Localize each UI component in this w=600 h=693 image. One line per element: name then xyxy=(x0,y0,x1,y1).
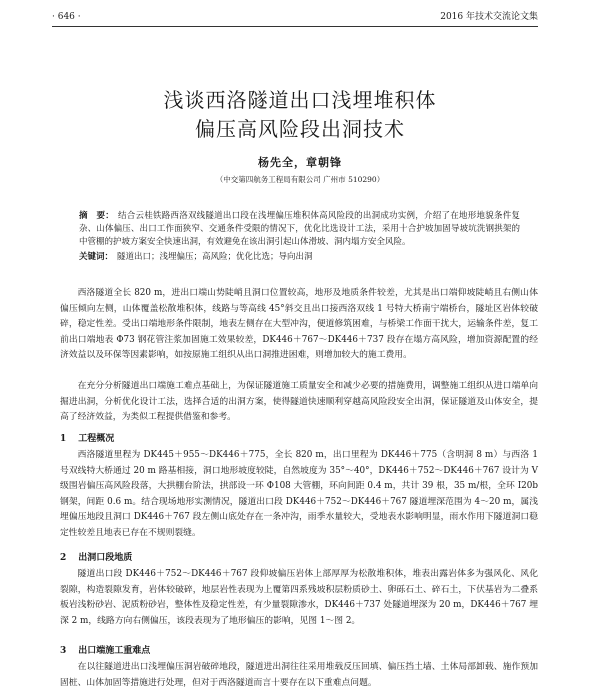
section-number: 1 xyxy=(60,434,67,444)
section-heading-2 xyxy=(60,551,538,565)
section-heading-1 xyxy=(60,432,538,446)
intro-paragraph-1: 西洛隧道全长 820 m，进出口端山势陡峭且洞口位置较高，地形及地质条件较差，尤其是出口端仰坡陡峭且右侧山体偏压倾向左侧，山体覆盖松散堆积体，线路与等高线 45°斜交且出口接西洛双线 1 号特大桥南宁端桥台，隧址区岩体较破碎，稳定性差。受出口端地形条件限制，地表左侧存在大型冲沟，便道修筑困难，与桥梁工作面干扰大，运输条件差，复工前出口端地表 Φ73 钢花管注浆加固施工效果较差，DK446＋767～DK446＋737 段存在塌方高风险，增加资源配置的经济效益以及环保等因素影响，如按原施工组织从出口洞推进困难，则增加较大的施工费用。 xyxy=(60,288,538,360)
section-1-paragraph: 西洛隧道里程为 DK445＋955～DK446＋775，全长 820 m，出口里程为 DK446＋775（含明洞 8 m）与西洛 1 号双线特大桥通过 20 m 路基相接，洞口地形坡度较陡，自然坡度为 35°～40°，DK446＋752～DK446＋767 设计为 V 级围岩偏压高风险段落，大拱棚台阶法，拱部设一环 Φ108 大管棚，环向间距 0.4 m，共计 39 根，35 m/根，全环 I20b 钢架，间距 0.6 m。结合现场地形实测情况，隧道出口段 DK446＋752～DK446＋767 隧道埋深范围为 4～20 m，属浅埋偏压地段且洞口 DK446＋767 段左侧山底处存在一条冲沟，雨季水量较大，受地表水影响明显，雨水作用下隧道洞口稳定性较差且地表已存在不规则裂缝。 xyxy=(60,450,538,538)
section-title: 出洞口段地质 xyxy=(78,553,133,563)
section-title: 工程概况 xyxy=(78,434,115,444)
keywords xyxy=(79,251,520,264)
authors: 杨先全，章朝锋 xyxy=(258,156,342,169)
title-line-2: 偏压高风险段出洞技术 xyxy=(195,117,405,141)
section-heading-3 xyxy=(60,644,538,658)
section-title: 出口端施工重难点 xyxy=(78,646,151,656)
title-line-1: 浅谈西洛隧道出口浅埋堆积体 xyxy=(163,88,437,112)
running-header xyxy=(52,10,538,27)
intro-paragraph-2: 在充分分析隧道出口端施工难点基础上，为保证隧道施工质量安全和减少必要的措施费用，调整施工组织从进口端单向掘进出洞，分析优化设计工法，选择合适的出洞方案，使得隧道快速顺利穿越高风险段安全出洞，保证隧道及山体安全，提高了经济效益，为类似工程提供借鉴和参考。 xyxy=(60,381,538,422)
paper-title xyxy=(40,86,560,144)
abstract xyxy=(79,210,520,249)
section-number: 3 xyxy=(60,646,67,656)
journal-title: 2016 年技术交流论文集 xyxy=(440,12,538,22)
affiliation: （中交第四航务工程局有限公司 广州市 510290） xyxy=(215,175,385,184)
keywords-text: 隧道出口；浅埋偏压；高风险；优化比选；导向出洞 xyxy=(117,252,313,262)
section-2-paragraph: 隧道出口段 DK446＋752～DK446＋767 段仰坡偏压岩体上部厚厚为松散堆积体，堆表出露岩体多为强风化、风化裂隙，构造裂隙发育，岩体较破碎，地层岩性表现为上覆第四系残坡积层粉质砂土、卵砾石土、碎石土，下伏基岩为二叠系板岩浅粉砂岩、泥质粉砂岩，整体性及稳定性差，有少量裂隙渗水，DK446＋737 处隧道埋深为 20 m，DK446＋767 埋深 2 m，线路方向右侧偏压，该段表现为了地形偏压的影响，见图 1～图 2。 xyxy=(60,569,538,626)
abstract-text: 结合云桂铁路西洛双线隧道出口段在浅埋偏压堆积体高风险段的出洞成功实例，介绍了在地形地貌条件复杂、山体偏压、出口工作面狭窄、交通条件受限的情况下，优化比选设计工法，采用十合护坡加固导坡坑洗钢拱架的中管棚的护坡方案安全快速出洞，有效避免在该出洞引起山体滑坡、洞内塌方安全风险。 xyxy=(79,211,520,247)
section-3-paragraph: 在以往隧道进出口浅埋偏压洞岩破碎地段，隧道进出洞往往采用堆载反压回填、偏压挡土墙、土体局部卸载、施作预加固桩、山体加固等措施进行处理，但对于西洛隧道而言十要存在以下重难点问题。 xyxy=(60,662,538,688)
keywords-label: 关键词： xyxy=(79,252,114,262)
page-number: · 646 · xyxy=(52,12,81,22)
section-number: 2 xyxy=(60,553,67,563)
abstract-label: 摘 要： xyxy=(79,211,114,221)
